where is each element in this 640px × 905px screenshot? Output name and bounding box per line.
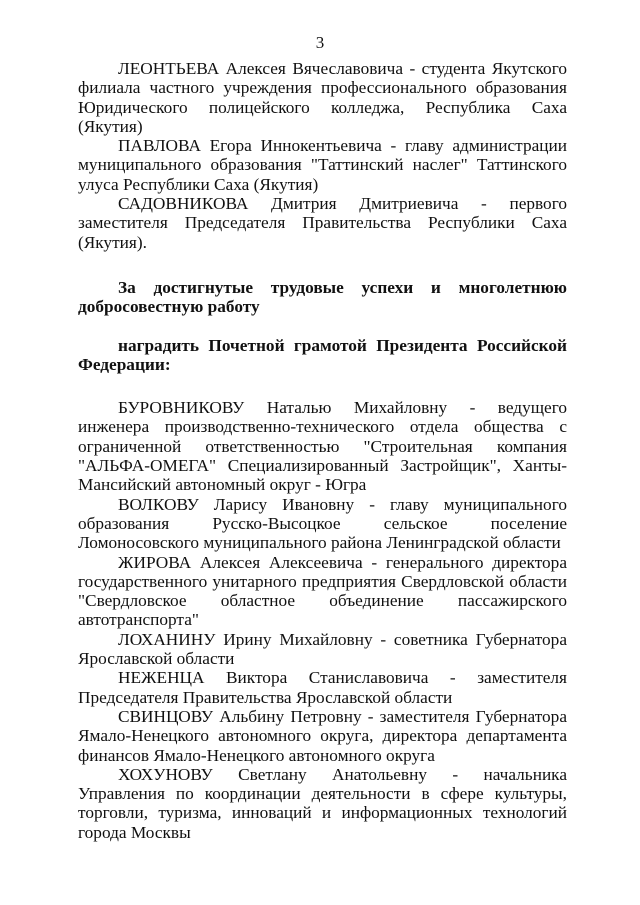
awardee-paragraph: ХОХУНОВУ Светлану Анатольевну - начальника Управления по координации деятельности в сфере культуры, торговли, туризма, инноваций и информационных технологий города Москвы [78,764,567,842]
page-number: 3 [315,33,325,52]
awardee-paragraph: ЛОХАНИНУ Ирину Михайловну - советника Губернатора Ярославской области [78,629,567,669]
spacer [78,374,567,398]
document-body [78,59,567,842]
award-phrase: наградить Почетной грамотой Президента Российской Федерации: [78,335,567,374]
awardee-paragraph: САДОВНИКОВА Дмитрия Дмитриевича - первого заместителя Председателя Правительства Республики Саха (Якутия). [78,194,567,252]
awardee-paragraph: СВИНЦОВУ Альбину Петровну - заместителя Губернатора Ямало-Ненецкого автономного округа, директора департамента финансов Ямало-Ненецкого автономного округа [78,706,567,765]
spacer [78,317,567,336]
spacer [78,252,567,278]
merit-phrase: За достигнутые трудовые успехи и многолетнюю добросовестную работу [78,277,567,317]
awardee-paragraph: ЛЕОНТЬЕВА Алексея Вячеславовича - студента Якутского филиала частного учреждения профессионального образования Юридического полицейского колледжа, Республика Саха (Якутия) [78,59,567,136]
awardee-paragraph: ВОЛКОВУ Ларису Ивановну - главу муниципального образования Русско-Высоцкое сельское поселение Ломоносовского муниципального района Ленинградской области [78,494,567,553]
awardee-paragraph: ПАВЛОВА Егора Иннокентьевича - главу администрации муниципального образования "Таттинский наслег" Таттинского улуса Республики Саха (Якутия) [78,136,567,194]
awardee-paragraph: БУРОВНИКОВУ Наталью Михайловну - ведущего инженера производственно-технического отдела общества с ограниченной ответственностью "Строительная компания "АЛЬФА-ОМЕГА" Специализированный Застройщик", Ханты-Мансийский автономный округ - Югра [78,398,567,495]
awardee-paragraph: НЕЖЕНЦА Виктора Станиславовича - заместителя Председателя Правительства Ярославской области [78,668,567,707]
awardee-paragraph: ЖИРОВА Алексея Алексеевича - генерального директора государственного унитарного предприятия Свердловской области "Свердловское областное объединение пассажирского автотранспорта" [78,552,567,630]
